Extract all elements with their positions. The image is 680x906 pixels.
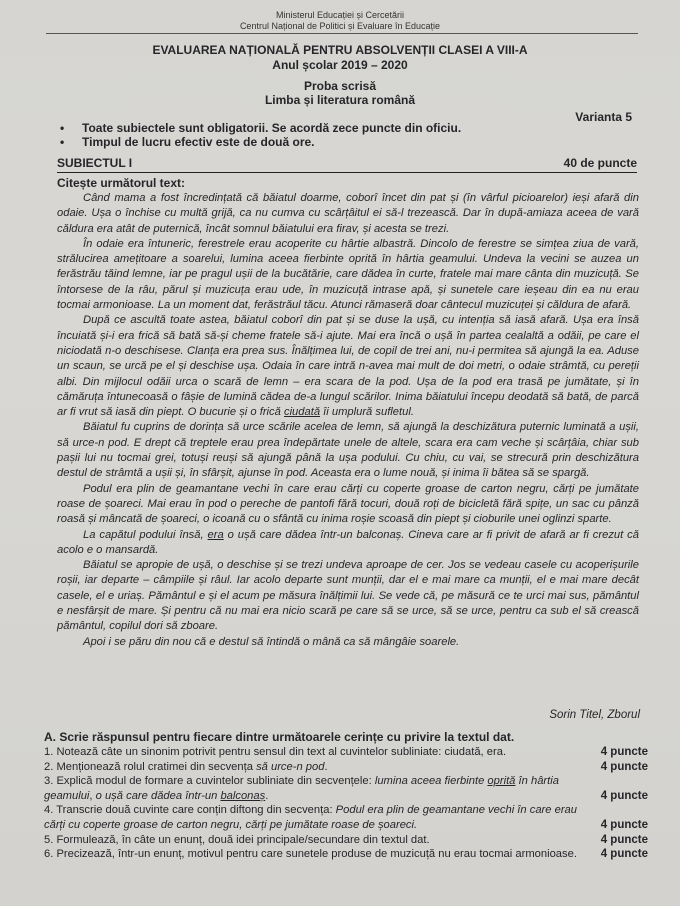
question-item: 5. Formulează, în câte un enunț, două idei principale/secundare din textul dat. 4 puncte — [44, 833, 648, 846]
question-points: 4 puncte — [600, 789, 648, 802]
center-header: Centrul Național de Politici și Evaluare în Educație — [239, 21, 441, 31]
exam-title: EVALUAREA NAȚIONALĂ PENTRU ABSOLVENȚII CLASEI A VIII-A — [152, 43, 528, 57]
paragraph: Podul era plin de geamantane vechi în care erau cărți cu coperte groase de carton negru, cărți pe jumătate roase de șoareci. Mai erau în pod o pereche de pantofi fără tocuri, două roți de bicicletă fără spițe, un sac cu pânză roasă și mâncată de șoareci, o icoană cu o sfântă cu inima roșie scoasă din piept și cioburile unei oglinzi sparte. — [57, 482, 639, 526]
reading-text — [57, 191, 639, 650]
author-attribution: Sorin Titel, Zborul — [549, 709, 640, 721]
questions-heading: A. Scrie răspunsul pentru fiecare dintre următoarele cerințe cu privire la textul dat. — [44, 730, 515, 744]
instruction-item: • Toate subiectele sunt obligatorii. Se acordă zece puncte din oficiu. — [60, 121, 461, 135]
paragraph: Băiatul se apropie de ușă, o deschise și se trezi undeva aproape de cer. Jos se vedeau casele cu acoperișurile roșii, iar departe – câmpiile și râul. Iar acolo departe sunt munții, dar el e mai mare ca munții, el e mai mare decât casele, el e uriaș. Pământul e și el acum pe măsura înălțimii lui. Se vede că, pe măsură ce te urci mai sus, pământul e nesfârșit de mare. Și pentru că nu mai era nicio scară pe care să se urce, să se urce, pentru ca sub el să crească pământul, copilul dori să zboare. — [57, 559, 639, 633]
instruction-item: • Timpul de lucru efectiv este de două ore. — [60, 135, 461, 149]
school-year: Anul școlar 2019 – 2020 — [272, 58, 408, 72]
paragraph: La capătul podului însă, era o ușă care dădea într-un balconaș. Cineva care ar fi privit de afară ar fi crezut că acolo e o mansardă. — [57, 528, 639, 556]
exam-type: Proba scrisă — [303, 79, 377, 93]
paragraph: Apoi i se păru din nou că e destul să întindă o mână ca să mângâie soarele. — [83, 635, 460, 648]
variant-label: Varianta 5 — [575, 110, 632, 124]
instructions-list — [60, 121, 461, 149]
paragraph: Băiatul fu cuprins de dorința să urce scările acelea de lemn, să ajungă la deschizătura puternic luminată a ușii, să urce-n pod. E drept că treptele erau prea îndepărtate unele de altele, scara era cam veche și scârțâia, chiar sub pașii lui nu tocmai grei, totuși reuși să ajungă până la ușa podului. Cu chiu, cu vai, se strecură prin deschizătura destul de strâmtă a ușii și, în sfârșit, ajunse în pod. Aceasta era o lume nouă, și inima îi bătea să se spargă. — [57, 421, 639, 480]
emphasized-phrase: urce-n pod — [72, 436, 127, 449]
section-points: 40 de puncte — [563, 156, 637, 170]
section-heading — [57, 156, 637, 173]
paragraph: În odaie era întuneric, ferestrele erau acoperite cu hârtie albastră. Dincolo de ferestre se simțea ziua de vară, strălucirea amețitoare a soarelui, lumina aceea fierbinte oprită în hârtia geamului. Undeva la vecini se auzea un ferăstrău tăind lemne, iar pe pragul ușii de la bucătărie, care dădea în curte, fratele mai mare cânta din muzicuță. Se întorsese de la râu, părul și muzicuța erau ude, în muzicuță intrase apă, și sunetele care ieșeau din ea nu erau tocmai armonioase. La un moment dat, ferăstrăul tăcu. Atunci rămaseră doar cântecul muzicuței și căldura de afară. — [57, 237, 639, 312]
header-divider — [46, 33, 638, 34]
question-points: 4 puncte — [600, 818, 648, 831]
exam-subject: Limba și literatura română — [264, 93, 416, 107]
question-points: 4 puncte — [600, 848, 648, 861]
question-item: 3. Explică modul de formare a cuvintelor subliniate din secvențele: lumina aceea fierbinte oprită în hârtia geamului, o ușă care dădea într-un balconaș. 4 puncte — [44, 775, 648, 802]
underlined-word: era — [207, 528, 224, 541]
question-item: 1. Notează câte un sinonim potrivit pentru sensul din text al cuvintelor subliniate: ciudată, era. 4 puncte — [44, 746, 648, 758]
underlined-word: ciudată — [283, 406, 321, 419]
questions-list — [44, 745, 648, 862]
section-label: SUBIECTUL I — [57, 156, 133, 170]
question-points: 4 puncte — [600, 746, 648, 758]
question-item: 4. Transcrie două cuvinte care conțin diftong din secvența: Podul era plin de geamantane vechi în care erau cărți cu coperte groase de carton negru, cărți pe jumătate roase de șoareci. 4 puncte — [44, 804, 648, 831]
paragraph: Când mama a fost încredințată că băiatul doarme, coborî încet din pat și (în vârful picioarelor) ieși afară din odaie. Ușa o închise cu multă grijă, ca nu cumva cu scârțâitul ei să-l trezească. Dar în după-amiaza aceea de vară căldura era atât de puternică, încât somnul băiatului era firav, și acesta se trezi. — [57, 192, 639, 235]
reading-intro: Citește următorul text: — [57, 176, 186, 190]
ministry-header: Ministerul Educației și Cercetării — [275, 10, 405, 20]
question-points: 4 puncte — [600, 760, 648, 773]
question-points: 4 puncte — [600, 833, 648, 846]
question-item: 2. Menționează rolul cratimei din secvența să urce-n pod. 4 puncte — [44, 760, 648, 773]
question-item: 6. Precizează, într-un enunț, motivul pentru care sunetele produse de muzicuță nu erau tocmai armonioase. 4 puncte — [44, 848, 648, 861]
paragraph: După ce ascultă toate astea, băiatul coborî din pat și se duse la ușă, cu intenția să iasă afară. Ușa era însă încuiată și-i era frică să bată să-și cheme fratele să-i ajute. Mai era încă o ușă în partea cealaltă a odăii, pe care el niciodată n-o deschisese. Clanța era prea sus. Înălțimea lui, de copil de trei ani, nu-i permitea să ajungă la ea. Aduse un scaun, se urcă pe el și deschise ușa. Odaia în care intră n-avea mai mult de doi metri, o odaie strâmtă, cu pereții albi. Din mijlocul odăii urca o scară de lemn – era scara de la pod. Ușa de la pod era trasă pe jumătate, și în cămăruța întunecoasă o fâșie de lumină cădea de-a lungul scărilor. Inima băiatului începu deodată să bată, de parcă ar fi vrut să iasă din piept. O bucurie și o frică ciudată îi umplură sufletul. — [57, 314, 639, 419]
